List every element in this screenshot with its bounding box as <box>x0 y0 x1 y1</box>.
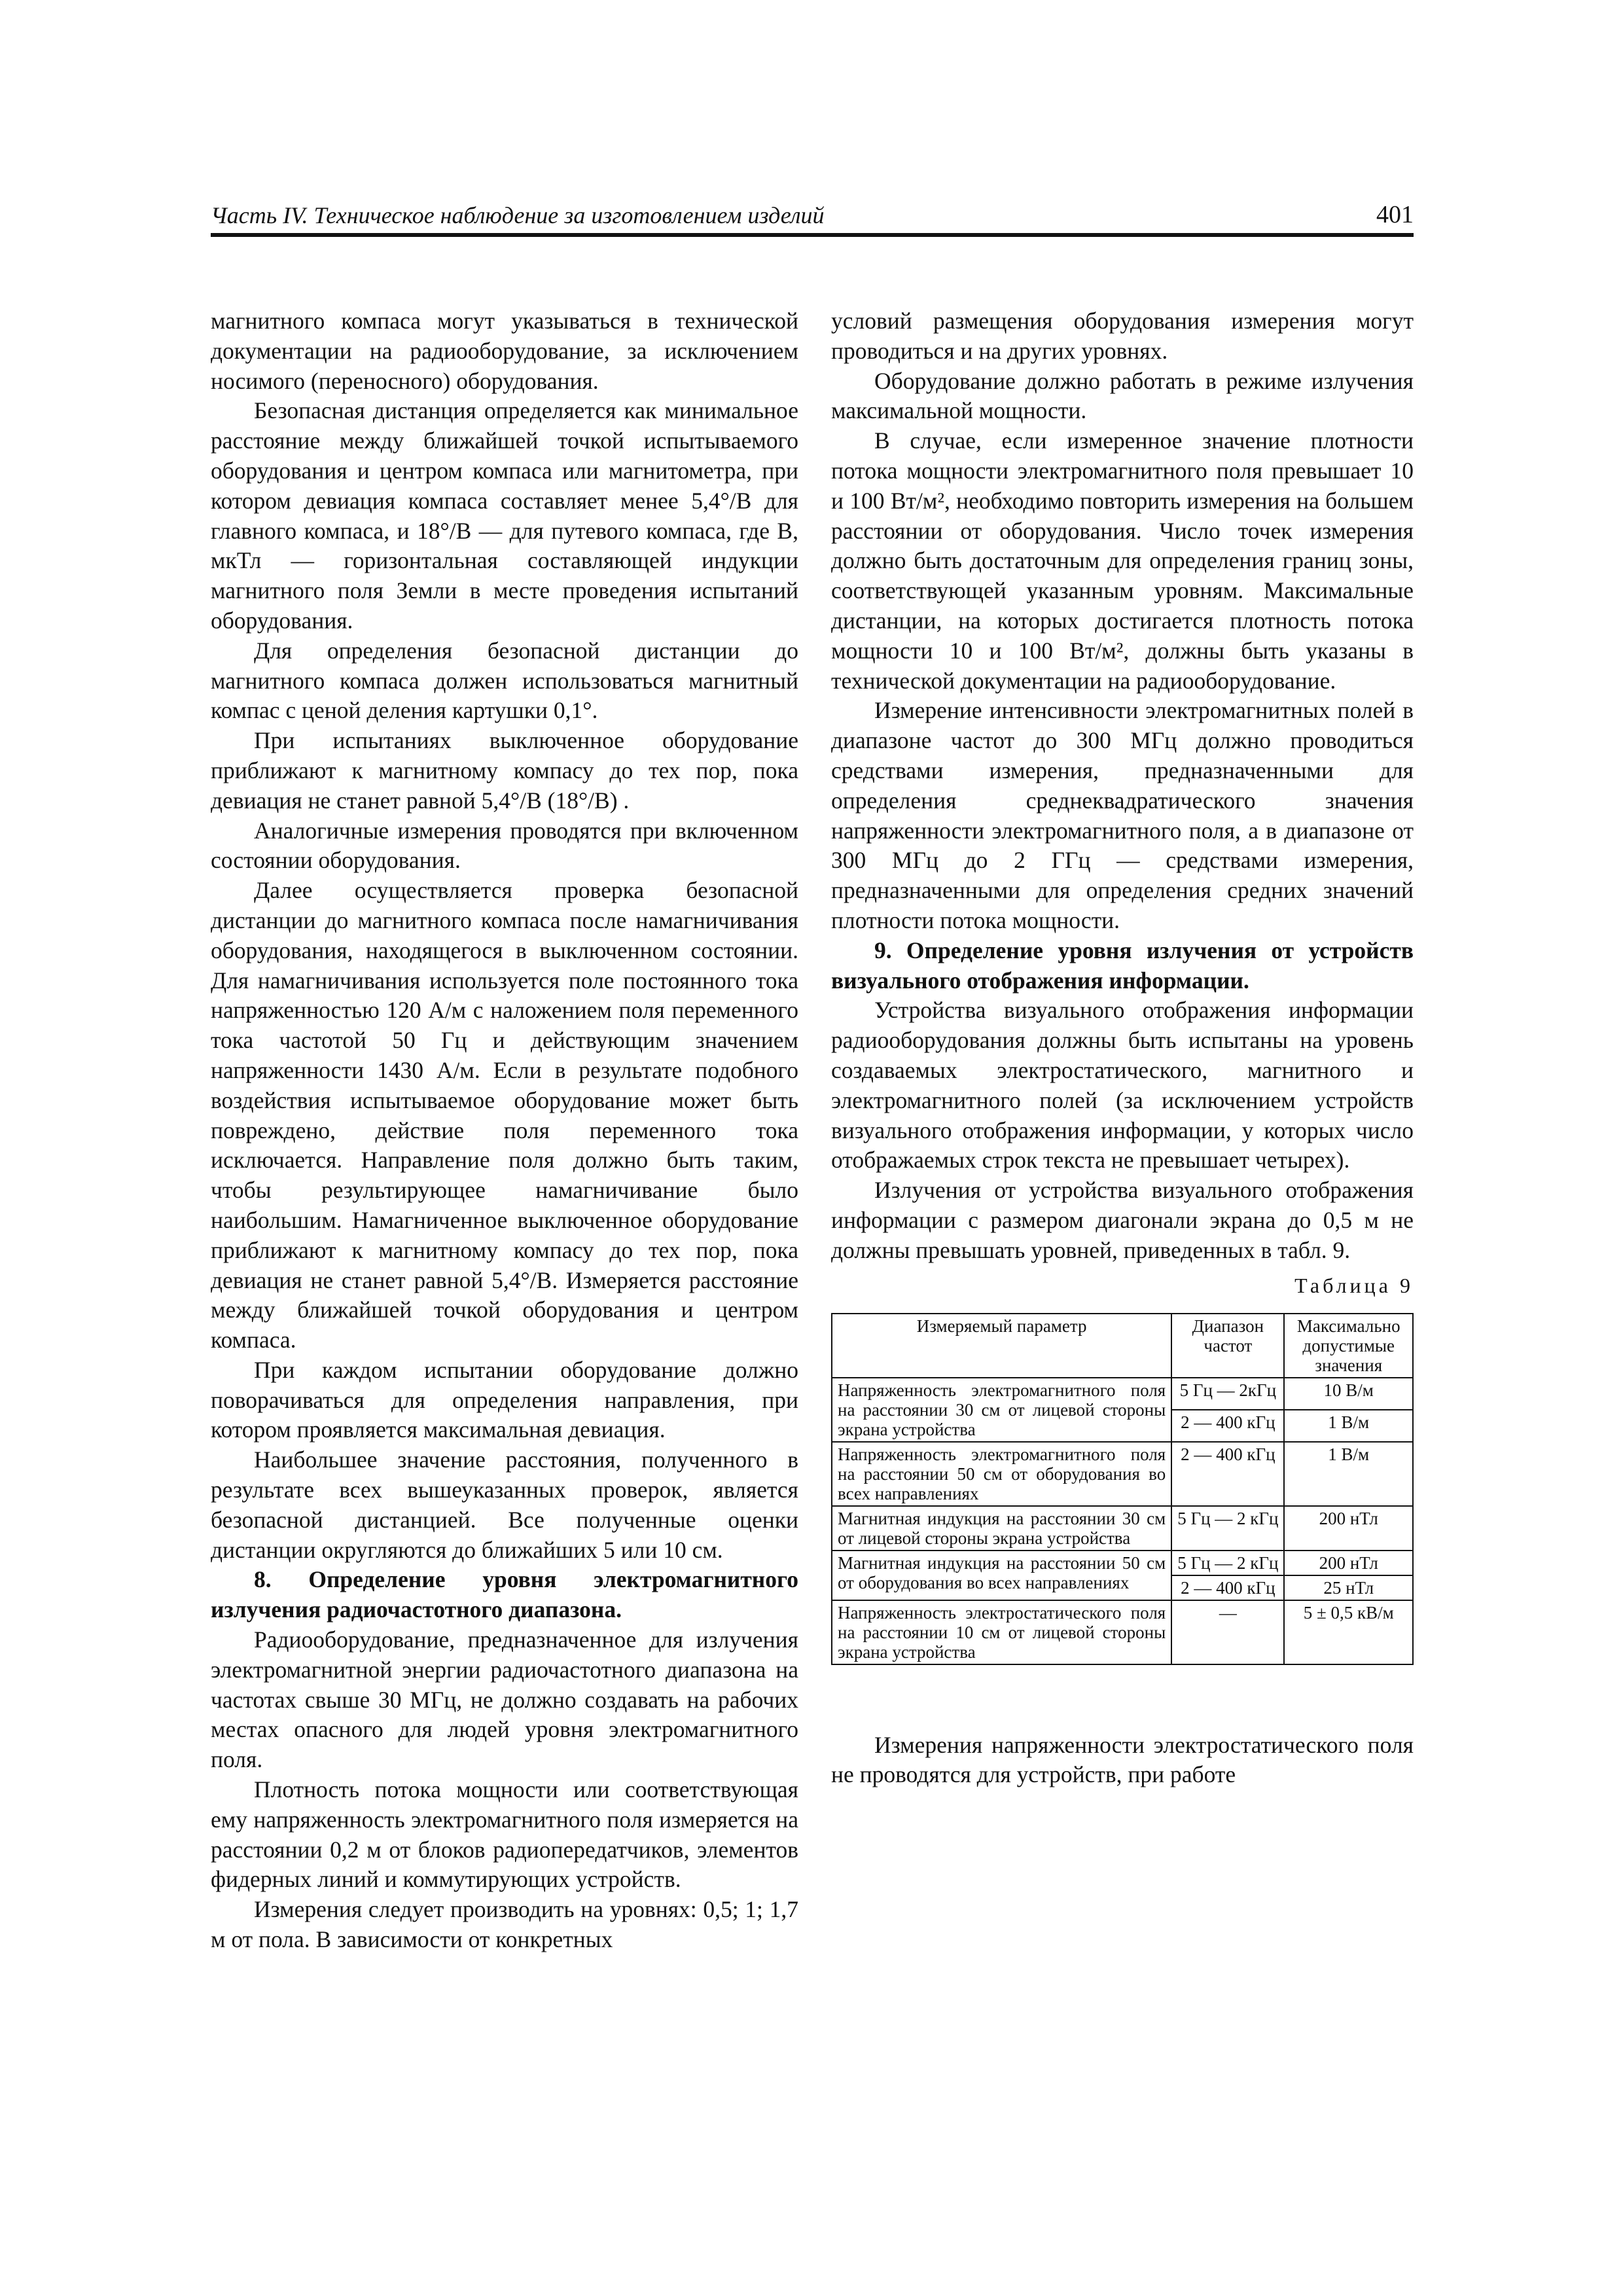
header-title: Часть IV. Техническое наблюдение за изготовлением изделий <box>211 202 825 228</box>
section-heading: 8. Определение уровня электромагнитного излучения радиочастотного диапазона. <box>211 1566 798 1623</box>
value-cell: 200 нТл <box>1284 1506 1413 1551</box>
paragraph: Измерения следует производить на уровнях: 0,5; 1; 1,7 м от пола. В зависимости от конкретных <box>211 1896 798 1953</box>
section-heading: 9. Определение уровня излучения от устройств визуального отображения информации. <box>831 937 1414 994</box>
table-header-row <box>832 1314 1413 1378</box>
value-cell: 1 В/м <box>1284 1442 1413 1506</box>
table-caption: Таблица 9 <box>1294 1273 1414 1297</box>
data-table <box>831 1313 1414 1665</box>
range-cell: — <box>1171 1600 1284 1664</box>
range-cell: 5 Гц — 2 кГц <box>1171 1551 1284 1575</box>
table-row <box>832 1600 1413 1664</box>
column-header: Измеряемый параметр <box>832 1314 1171 1378</box>
value-cell: 5 ± 0,5 кВ/м <box>1284 1600 1413 1664</box>
paragraph: Для определения безопасной дистанции до магнитного компаса должен использоваться магнитный компас с ценой деления картушки 0,1°. <box>211 637 798 724</box>
paragraph: Устройства визуального отображения информации радиооборудования должны быть испытаны на уровень создаваемых электростатического, магнитного и электромагнитного полей (за исключением устройств визуального отображения информации, у которых число отображаемых строк текста не превышает четырех). <box>831 997 1414 1174</box>
value-cell: 25 нТл <box>1284 1575 1413 1600</box>
parameter-cell: Напряженность электромагнитного поля на расстоянии 50 см от оборудования во всех направлениях <box>832 1442 1171 1506</box>
paragraph: условий размещения оборудования измерения могут проводиться и на других уровнях. <box>831 308 1414 364</box>
value-cell: 1 В/м <box>1284 1410 1413 1442</box>
table-row <box>832 1551 1413 1575</box>
paragraph: Безопасная дистанция определяется как минимальное расстояние между ближайшей точкой испытываемого оборудования и центром компаса или магнитометра, при котором девиация компаса составляет менее 5,4°/B для главного компаса, и 18°/B — для путевого компаса, где B, мкТл — горизонтальная составляющей индукции магнитного поля Земли в месте проведения испытаний оборудования. <box>211 397 798 634</box>
paragraph: Радиооборудование, предназначенное для излучения электромагнитной энергии радиочастотного диапазона на частотах свыше 30 МГц, не должно создавать на рабочих местах опасного для людей уровня электромагнитного поля. <box>211 1626 798 1773</box>
parameter-cell: Магнитная индукция на расстоянии 50 см от оборудования во всех направлениях <box>832 1551 1171 1600</box>
left-column <box>211 306 798 1955</box>
paragraph: Измерение интенсивности электромагнитных полей в диапазоне частот до 300 МГц должно проводиться средствами измерения, предназначенными для определения среднеквадратического значения напряженности электромагнитного поля, а в диапазоне от 300 МГц до 2 ГГц — средствами измерения, предназначенными для определения средних значений плотности потока мощности. <box>831 697 1414 933</box>
parameter-cell: Напряженность электромагнитного поля на расстоянии 30 см от лицевой стороны экрана устройства <box>832 1378 1171 1442</box>
paragraph: При каждом испытании оборудование должно поворачиваться для определения направления, при котором проявляется максимальная девиация. <box>211 1356 798 1443</box>
paragraph: Аналогичные измерения проводятся при включенном состоянии оборудования. <box>211 817 798 874</box>
parameter-cell: Напряженность электростатического поля на расстоянии 10 см от лицевой стороны экрана устройства <box>832 1600 1171 1664</box>
value-cell: 200 нТл <box>1284 1551 1413 1575</box>
paragraph: Измерения напряженности электростатического поля не проводятся для устройств, при работе <box>831 1731 1414 1788</box>
value-cell: 10 В/м <box>1284 1378 1413 1410</box>
paragraph: Плотность потока мощности или соответствующая ему напряженность электромагнитного поля измеряется на расстоянии 0,2 м от блоков радиопередатчиков, элементов фидерных линий и коммутирующих устройств. <box>211 1776 798 1893</box>
column-header: Максимально допустимые значения <box>1284 1314 1413 1378</box>
range-cell: 2 — 400 кГц <box>1171 1410 1284 1442</box>
paragraph: Оборудование должно работать в режиме излучения максимальной мощности. <box>831 367 1414 424</box>
range-cell: 2 — 400 кГц <box>1171 1442 1284 1506</box>
right-column <box>831 306 1414 1790</box>
paragraph: Далее осуществляется проверка безопасной дистанции до магнитного компаса после намагничивания оборудования, находящегося в выключенном состоянии. Для намагничивания используется поле постоянного тока напряженностью 120 А/м с наложением поля переменного тока частотой 50 Гц и действующим значением напряженности 1430 А/м. Если в результате подобного воздействия испытываемое оборудование может быть повреждено, действие поля переменного тока исключается. Направление поля должно быть таким, чтобы результирующее намагничивание было наибольшим. Намагниченное выключенное оборудование приближают к магнитному компасу до тех пор, пока девиация не станет равной 5,4°/B. Измеряется расстояние между ближайшей точкой оборудования и центром компаса. <box>211 877 798 1354</box>
paragraph: В случае, если измеренное значение плотности потока мощности электромагнитного поля превышает 10 и 100 Вт/м², необходимо повторить измерения на большем расстоянии от оборудования. Число точек измерения должно быть достаточным для определения границ зоны, соответствующей указанным уровням. Максимальные дистанции, на которых достигается плотность потока мощности 10 и 100 Вт/м², должны быть указаны в технической документации на радиооборудование. <box>831 427 1414 694</box>
paragraph: При испытаниях выключенное оборудование приближают к магнитному компасу до тех пор, пока девиация не станет равной 5,4°/B (18°/B) . <box>211 727 798 814</box>
paragraph: магнитного компаса могут указываться в технической документации на радиооборудование, за исключением носимого (переносного) оборудования. <box>211 308 798 394</box>
range-cell: 5 Гц — 2кГц <box>1171 1378 1284 1410</box>
paragraph: Наибольшее значение расстояния, полученного в результате всех вышеуказанных проверок, является безопасной дистанцией. Все полученные оценки дистанции округляются до ближайших 5 или 10 см. <box>211 1446 798 1563</box>
range-cell: 5 Гц — 2 кГц <box>1171 1506 1284 1551</box>
parameter-cell: Магнитная индукция на расстоянии 30 см от лицевой стороны экрана устройства <box>832 1506 1171 1551</box>
table-row <box>832 1506 1413 1551</box>
table-row <box>832 1378 1413 1410</box>
column-header: Диапазон частот <box>1171 1314 1284 1378</box>
running-header <box>211 196 1414 237</box>
table-row <box>832 1442 1413 1506</box>
range-cell: 2 — 400 кГц <box>1171 1575 1284 1600</box>
paragraph: Излучения от устройства визуального отображения информации с размером диагонали экрана до 0,5 м не должны превышать уровней, приведенных в табл. 9. <box>831 1177 1414 1263</box>
page-number: 401 <box>1376 201 1414 228</box>
